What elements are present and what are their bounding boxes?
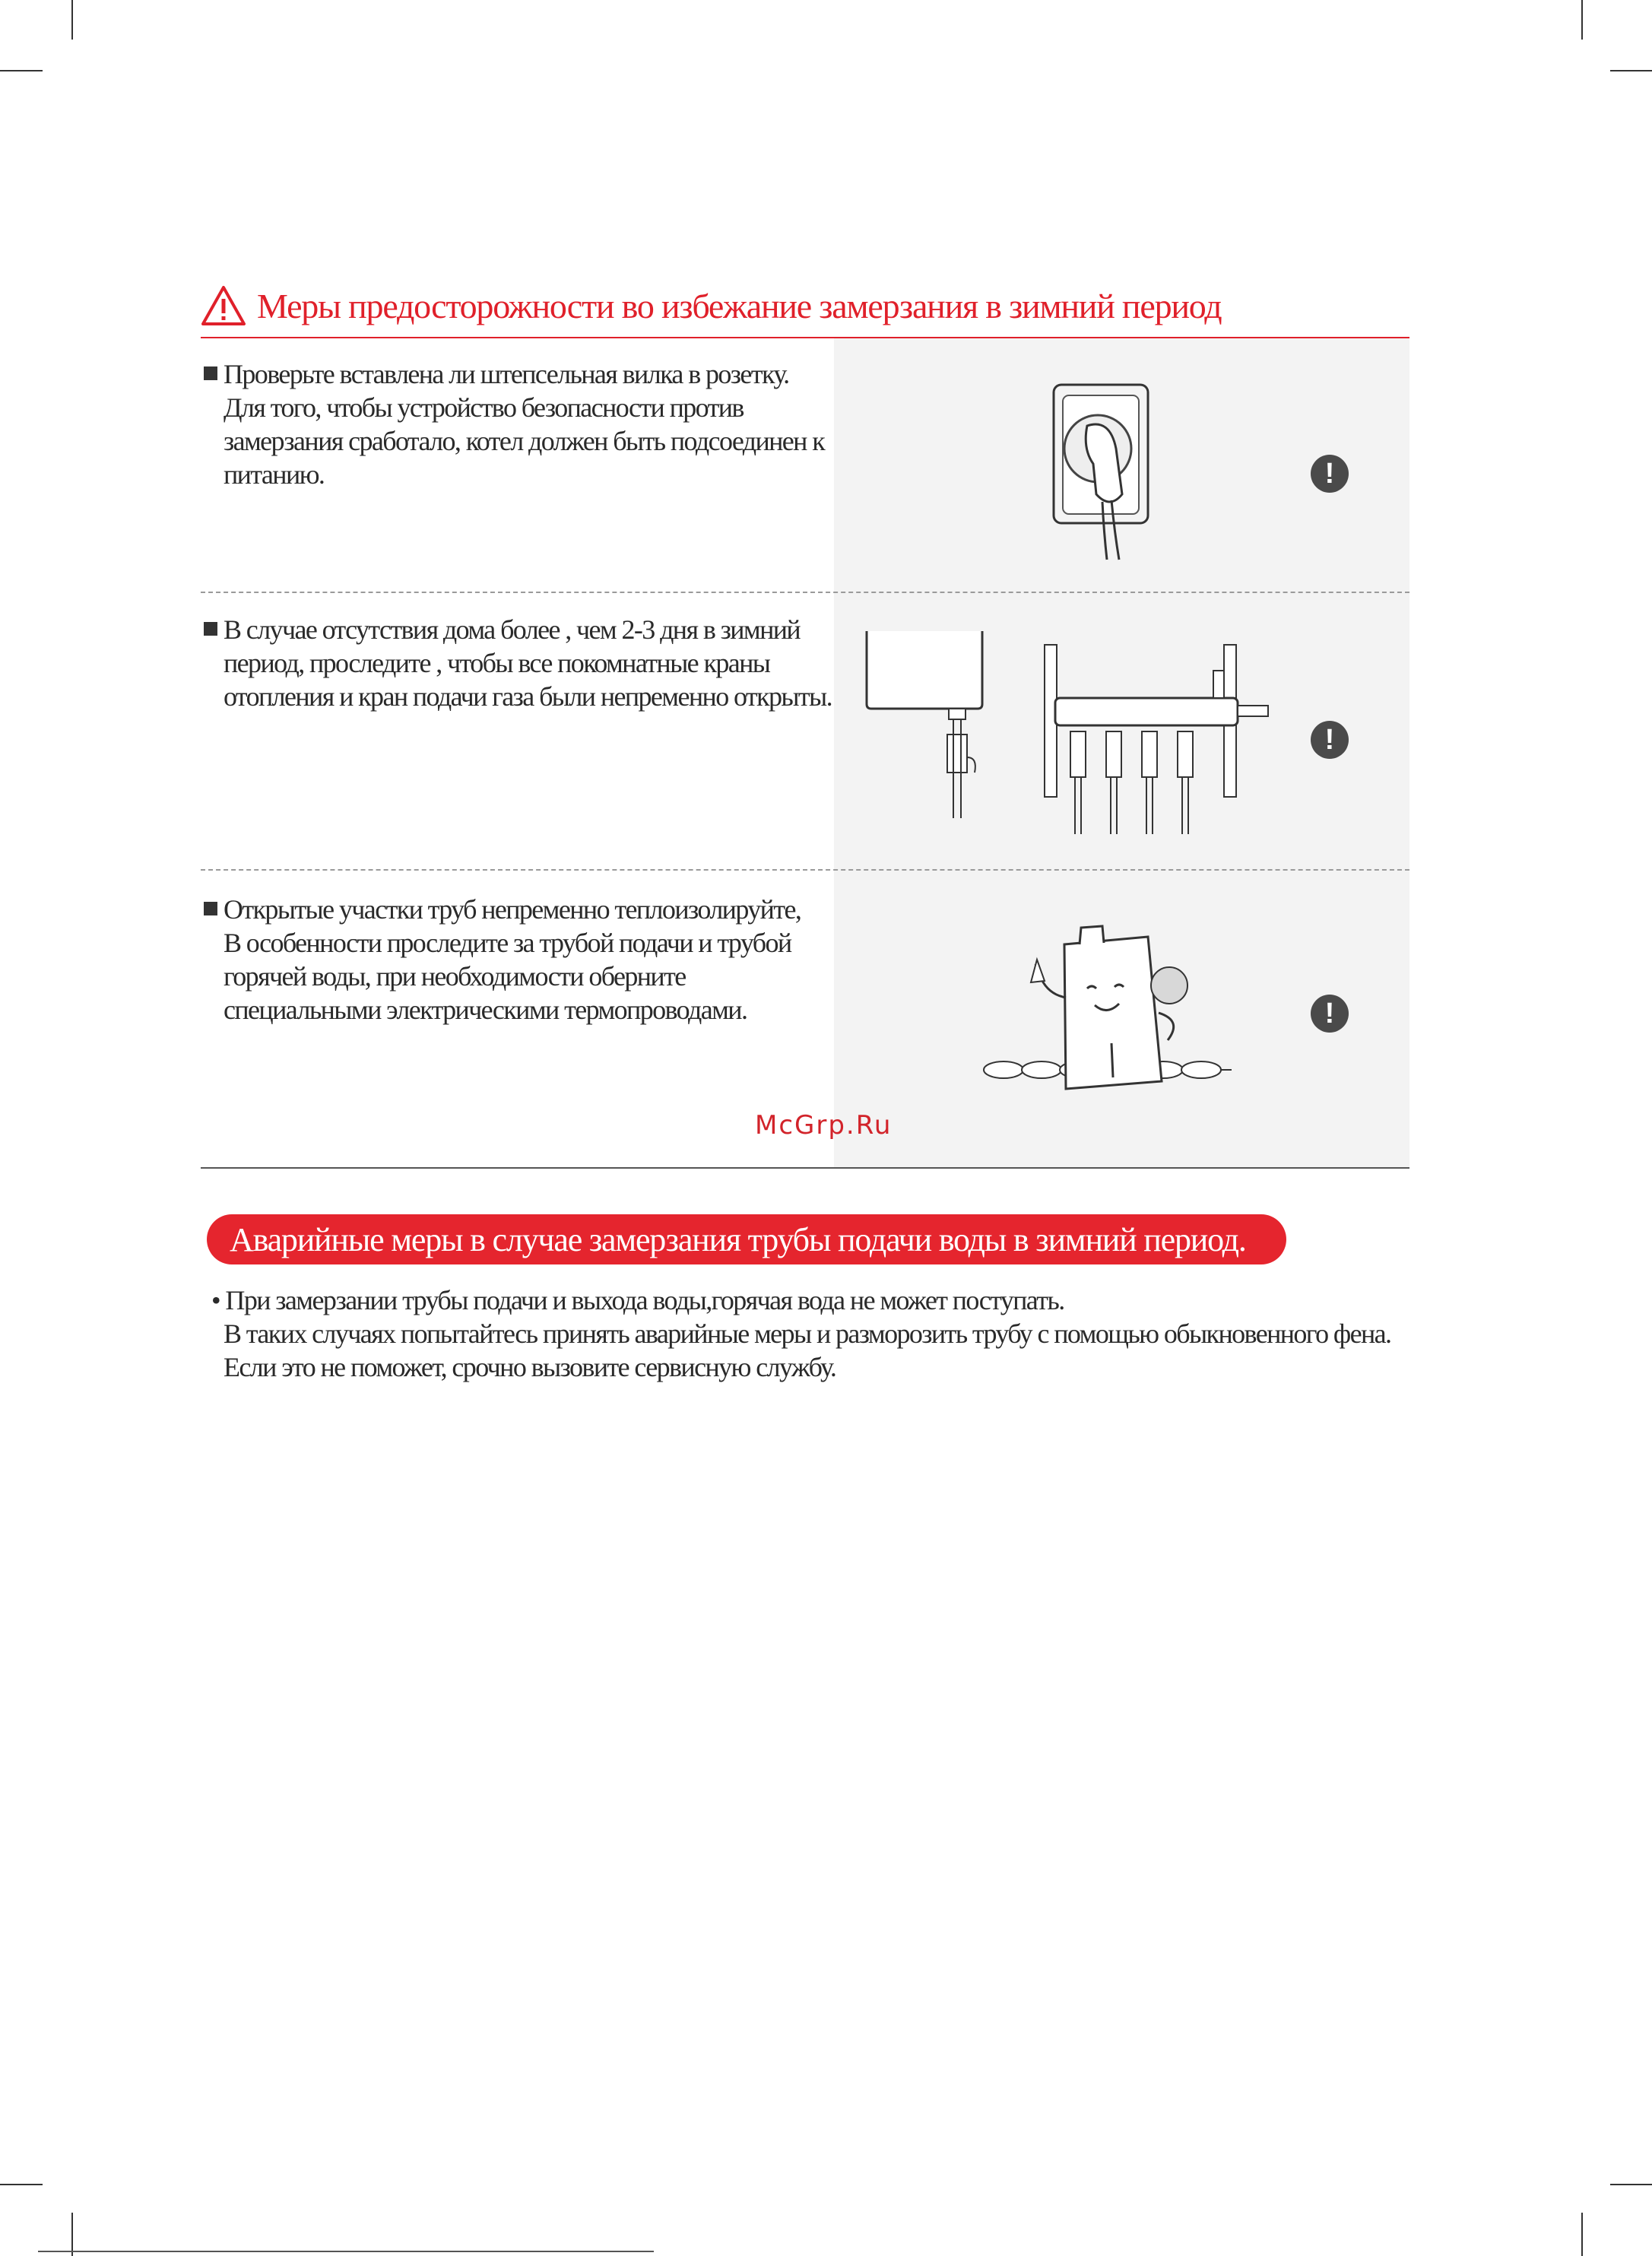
warning-triangle-icon: [201, 285, 246, 326]
section-divider: [201, 869, 1409, 871]
footer-divider: [38, 2251, 654, 2252]
exclamation-icon: !: [1311, 995, 1349, 1033]
section-header: [201, 275, 1409, 336]
square-bullet-icon: [204, 902, 217, 915]
boiler-mascot-illustration: [981, 922, 1239, 1104]
crop-mark: [0, 70, 43, 71]
crop-mark: [71, 2213, 73, 2256]
watermark: McGrp.Ru: [755, 1110, 893, 1141]
crop-mark: [71, 0, 73, 40]
precaution-item-valves: В случае отсутствия дома более , чем 2-3 дня в зимний период, проследите , чтобы все покомнатные краны отопления и кран подачи газа были непременно открыты.: [204, 613, 835, 713]
crop-mark: [1610, 70, 1652, 71]
square-bullet-icon: [204, 366, 217, 380]
section-bottom-divider: [201, 1167, 1409, 1169]
exclamation-icon: !: [1311, 455, 1349, 493]
emergency-header: Аварийные меры в случае замерзания трубы подачи воды в зимний период.: [207, 1214, 1286, 1264]
square-bullet-icon: [204, 622, 217, 636]
precaution-item-insulation: Открытые участки труб непременно теплоизолируйте, В особенности проследите за трубой подачи и трубой горячей воды, при необходимости оберните специальными электрическими термопроводами.: [204, 893, 835, 1026]
crop-mark: [0, 2184, 43, 2185]
crop-mark: [1581, 0, 1583, 40]
crop-mark: [1610, 2184, 1652, 2185]
section-divider: [201, 592, 1409, 593]
heating-manifold-illustration: [1034, 640, 1277, 838]
precaution-item-plug: Проверьте вставлена ли штепсельная вилка в розетку. Для того, чтобы устройство безопасности против замерзания сработало, котел должен быть подсоединен к питанию.: [204, 357, 835, 491]
emergency-instructions: • При замерзании трубы подачи и выхода воды,горячая вода не может поступать. В таких случаях попытайтесь принять аварийные меры и разморозить трубу с помощью обыкновенного фена. Если это не поможет, срочно вызовите сервисную службу.: [211, 1285, 1391, 1382]
exclamation-icon: !: [1311, 721, 1349, 759]
radiator-valve-illustration: [864, 628, 985, 820]
page-title: Меры предосторожности во избежание замерзания в зимний период: [257, 286, 1222, 325]
wall-socket-plug-illustration: [1049, 380, 1156, 563]
crop-mark: [1581, 2213, 1583, 2256]
